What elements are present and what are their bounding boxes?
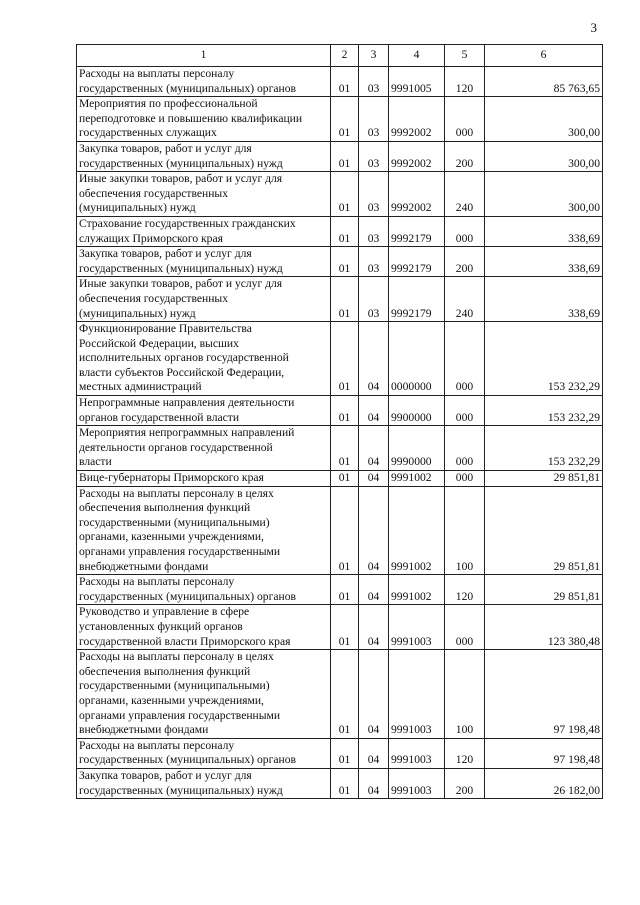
amount: 338,69 (485, 216, 603, 246)
target-article-code: 9992002 (389, 97, 445, 142)
target-article-code: 9992179 (389, 216, 445, 246)
expense-type-code: 000 (445, 426, 485, 471)
item-name: Руководство и управление в сфере установленных функций органов государственной власти Приморского края (77, 605, 331, 650)
amount: 300,00 (485, 97, 603, 142)
column-header-2: 2 (331, 45, 359, 67)
target-article-code: 9992179 (389, 277, 445, 322)
expense-type-code: 000 (445, 605, 485, 650)
section-code: 01 (331, 426, 359, 471)
table-body (77, 67, 603, 799)
amount: 29 851,81 (485, 471, 603, 487)
expense-type-code: 120 (445, 575, 485, 605)
expense-type-code: 240 (445, 277, 485, 322)
target-article-code: 0000000 (389, 322, 445, 396)
table-row (77, 738, 603, 768)
amount: 338,69 (485, 247, 603, 277)
section-code: 01 (331, 141, 359, 171)
page-number: 3 (590, 20, 597, 35)
item-name: Расходы на выплаты персоналу в целях обеспечения выполнения функций государственными (муниципальными) органами, казенными учреждениями, органами управления государственными внебюджетными фондами (77, 486, 331, 575)
subsection-code: 03 (359, 97, 389, 142)
target-article-code: 9992002 (389, 141, 445, 171)
target-article-code: 9991003 (389, 650, 445, 739)
section-code: 01 (331, 738, 359, 768)
item-name: Функционирование Правительства Российской Федерации, высших исполнительных органов государственной власти субъектов Российской Федерации, местных администраций (77, 322, 331, 396)
subsection-code: 04 (359, 738, 389, 768)
item-name: Мероприятия по профессиональной переподготовке и повышению квалификации государственных служащих (77, 97, 331, 142)
budget-table (76, 44, 603, 799)
column-header-4: 4 (389, 45, 445, 67)
amount: 338,69 (485, 277, 603, 322)
table-row (77, 97, 603, 142)
target-article-code: 9991003 (389, 605, 445, 650)
table-row (77, 247, 603, 277)
expense-type-code: 100 (445, 486, 485, 575)
subsection-code: 04 (359, 322, 389, 396)
amount: 97 198,48 (485, 650, 603, 739)
target-article-code: 9900000 (389, 396, 445, 426)
amount: 97 198,48 (485, 738, 603, 768)
item-name: Закупка товаров, работ и услуг для государственных (муниципальных) нужд (77, 141, 331, 171)
expense-type-code: 200 (445, 768, 485, 798)
subsection-code: 04 (359, 486, 389, 575)
item-name: Мероприятия непрограммных направлений деятельности органов государственной власти (77, 426, 331, 471)
table-row (77, 172, 603, 217)
expense-type-code: 240 (445, 172, 485, 217)
expense-type-code: 000 (445, 396, 485, 426)
table-row (77, 471, 603, 487)
column-header-6: 6 (485, 45, 603, 67)
table-row (77, 322, 603, 396)
item-name: Закупка товаров, работ и услуг для государственных (муниципальных) нужд (77, 768, 331, 798)
expense-type-code: 000 (445, 216, 485, 246)
subsection-code: 03 (359, 141, 389, 171)
table-row (77, 141, 603, 171)
target-article-code: 9990000 (389, 426, 445, 471)
section-code: 01 (331, 172, 359, 217)
amount: 153 232,29 (485, 322, 603, 396)
target-article-code: 9992179 (389, 247, 445, 277)
target-article-code: 9991003 (389, 738, 445, 768)
item-name: Расходы на выплаты персоналу государственных (муниципальных) органов (77, 738, 331, 768)
section-code: 01 (331, 650, 359, 739)
amount: 300,00 (485, 172, 603, 217)
table-row (77, 396, 603, 426)
amount: 153 232,29 (485, 426, 603, 471)
subsection-code: 04 (359, 575, 389, 605)
amount: 26 182,00 (485, 768, 603, 798)
target-article-code: 9991002 (389, 575, 445, 605)
table-row (77, 605, 603, 650)
item-name: Расходы на выплаты персоналу государственных (муниципальных) органов (77, 575, 331, 605)
item-name: Закупка товаров, работ и услуг для государственных (муниципальных) нужд (77, 247, 331, 277)
table-row (77, 650, 603, 739)
section-code: 01 (331, 322, 359, 396)
subsection-code: 03 (359, 216, 389, 246)
subsection-code: 04 (359, 650, 389, 739)
table-row (77, 486, 603, 575)
section-code: 01 (331, 247, 359, 277)
section-code: 01 (331, 471, 359, 487)
column-header-3: 3 (359, 45, 389, 67)
target-article-code: 9991002 (389, 486, 445, 575)
expense-type-code: 200 (445, 141, 485, 171)
subsection-code: 03 (359, 247, 389, 277)
subsection-code: 04 (359, 471, 389, 487)
section-code: 01 (331, 486, 359, 575)
subsection-code: 04 (359, 426, 389, 471)
table-row (77, 277, 603, 322)
subsection-code: 04 (359, 396, 389, 426)
table-row (77, 426, 603, 471)
item-name: Непрограммные направления деятельности органов государственной власти (77, 396, 331, 426)
target-article-code: 9991005 (389, 67, 445, 97)
target-article-code: 9992002 (389, 172, 445, 217)
section-code: 01 (331, 277, 359, 322)
table-row (77, 575, 603, 605)
section-code: 01 (331, 768, 359, 798)
header-row (77, 45, 603, 67)
expense-type-code: 200 (445, 247, 485, 277)
table-row (77, 216, 603, 246)
section-code: 01 (331, 575, 359, 605)
section-code: 01 (331, 97, 359, 142)
item-name: Расходы на выплаты персоналу в целях обеспечения выполнения функций государственными (муниципальными) органами, казенными учреждениями, органами управления государственными внебюджетными фондами (77, 650, 331, 739)
section-code: 01 (331, 216, 359, 246)
column-header-5: 5 (445, 45, 485, 67)
amount: 123 380,48 (485, 605, 603, 650)
expense-type-code: 000 (445, 471, 485, 487)
amount: 29 851,81 (485, 575, 603, 605)
amount: 85 763,65 (485, 67, 603, 97)
table-row (77, 768, 603, 798)
table-row (77, 67, 603, 97)
section-code: 01 (331, 67, 359, 97)
item-name: Страхование государственных гражданских служащих Приморского края (77, 216, 331, 246)
amount: 29 851,81 (485, 486, 603, 575)
item-name: Расходы на выплаты персоналу государственных (муниципальных) органов (77, 67, 331, 97)
item-name: Иные закупки товаров, работ и услуг для обеспечения государственных (муниципальных) нужд (77, 172, 331, 217)
section-code: 01 (331, 396, 359, 426)
amount: 300,00 (485, 141, 603, 171)
expense-type-code: 120 (445, 67, 485, 97)
subsection-code: 04 (359, 768, 389, 798)
item-name: Иные закупки товаров, работ и услуг для обеспечения государственных (муниципальных) нужд (77, 277, 331, 322)
expense-type-code: 000 (445, 322, 485, 396)
expense-type-code: 120 (445, 738, 485, 768)
expense-type-code: 100 (445, 650, 485, 739)
subsection-code: 03 (359, 172, 389, 217)
subsection-code: 04 (359, 605, 389, 650)
subsection-code: 03 (359, 67, 389, 97)
amount: 153 232,29 (485, 396, 603, 426)
section-code: 01 (331, 605, 359, 650)
subsection-code: 03 (359, 277, 389, 322)
target-article-code: 9991003 (389, 768, 445, 798)
target-article-code: 9991002 (389, 471, 445, 487)
column-header-1: 1 (77, 45, 331, 67)
item-name: Вице-губернаторы Приморского края (77, 471, 331, 487)
expense-type-code: 000 (445, 97, 485, 142)
